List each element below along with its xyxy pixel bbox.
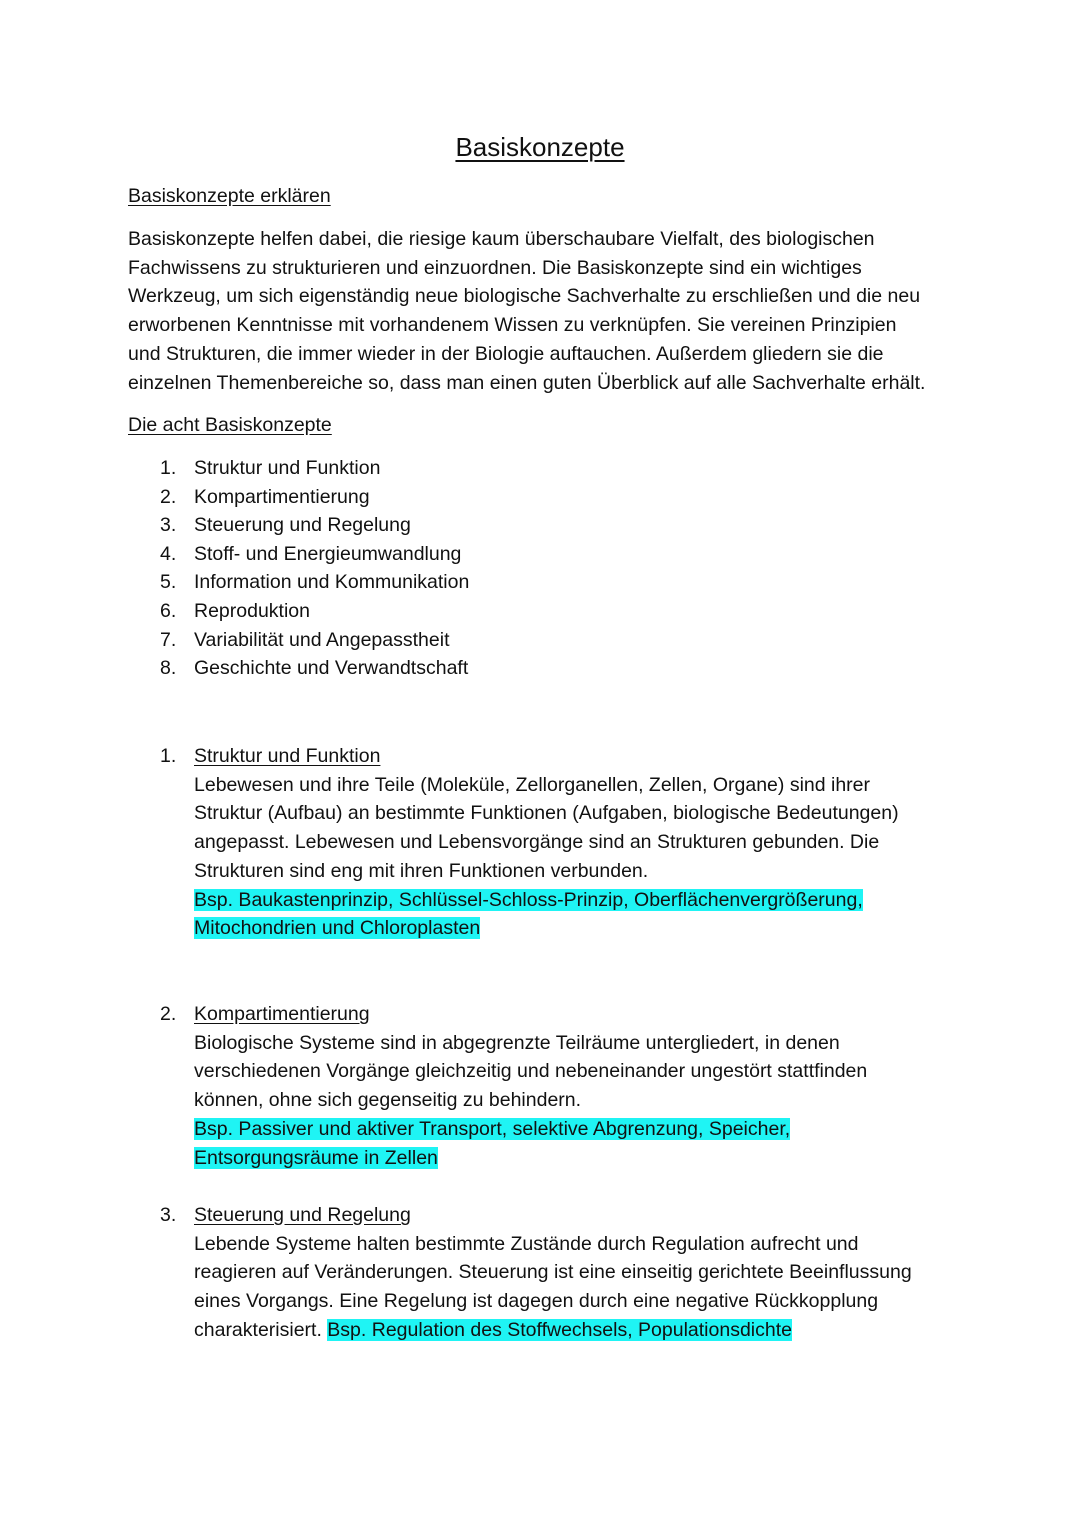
section-body — [194, 1029, 960, 1173]
page-title: Basiskonzepte — [455, 132, 625, 162]
list-item — [160, 654, 469, 683]
section-number: 2. — [160, 1003, 177, 1025]
list-number: 3. — [160, 514, 177, 537]
section-line: Lebende Systeme halten bestimmte Zustände durch Regulation aufrecht und — [194, 1232, 859, 1255]
section-body — [194, 771, 960, 943]
section-heading — [160, 742, 960, 771]
section-heading — [160, 1000, 960, 1029]
example-highlight: Mitochondrien und Chloroplasten — [194, 917, 481, 940]
list-number: 7. — [160, 628, 177, 651]
example-highlight: Entsorgungsräume in Zellen — [194, 1146, 438, 1169]
example-line — [194, 886, 960, 915]
section-title: Kompartimentierung — [194, 1003, 370, 1025]
section-title: Struktur und Funktion — [194, 745, 381, 767]
intro-line: einzelnen Themenbereiche so, dass man einen guten Überblick auf alle Sachverhalte erhält. — [128, 371, 926, 394]
list-item — [160, 626, 469, 655]
intro-heading: Basiskonzepte erklären — [128, 185, 331, 207]
intro-paragraph — [128, 225, 958, 397]
list-label: Geschichte und Verwandtschaft — [194, 657, 469, 680]
section-body — [194, 1230, 960, 1345]
section-kompartimentierung — [160, 1000, 960, 1172]
list-item — [160, 540, 469, 569]
list-item — [160, 597, 469, 626]
section-line: angepasst. Lebewesen und Lebensvorgänge sind an Strukturen gebunden. Die — [194, 831, 880, 854]
list-number: 2. — [160, 485, 177, 508]
section-number: 3. — [160, 1204, 177, 1226]
example-line — [194, 914, 960, 943]
section-heading — [160, 1201, 960, 1230]
section-steuerung-und-regelung — [160, 1201, 960, 1345]
list-label: Variabilität und Angepasstheit — [194, 628, 450, 651]
example-line — [194, 1115, 960, 1144]
list-number: 1. — [160, 457, 177, 479]
list-number: 4. — [160, 542, 177, 565]
section-line: verschiedenen Vorgänge gleichzeitig und nebeneinander ungestört stattfinden — [194, 1060, 868, 1083]
example-highlight: Bsp. Regulation des Stoffwechsels, Populationsdichte — [327, 1318, 792, 1341]
list-number: 5. — [160, 571, 177, 594]
section-line: können, ohne sich gegenseitig zu behindern. — [194, 1089, 582, 1112]
list-label: Stoff- und Energieumwandlung — [194, 542, 462, 565]
overview-heading: Die acht Basiskonzepte — [128, 414, 332, 436]
section-line: Biologische Systeme sind in abgegrenzte Teilräume untergliedert, in denen — [194, 1031, 840, 1054]
list-label: Kompartimentierung — [194, 485, 370, 508]
example-highlight: Bsp. Passiver und aktiver Transport, selektive Abgrenzung, Speicher, — [194, 1117, 791, 1140]
list-item — [160, 454, 469, 483]
list-label: Struktur und Funktion — [194, 457, 381, 479]
section-line: reagieren auf Veränderungen. Steuerung ist eine einseitig gerichtete Beeinflussung — [194, 1261, 912, 1284]
intro-line: Basiskonzepte helfen dabei, die riesige kaum überschaubare Vielfalt, des biologischen — [128, 228, 875, 250]
section-title: Steuerung und Regelung — [194, 1204, 411, 1226]
intro-line: Fachwissens zu strukturieren und einzuordnen. Die Basiskonzepte sind ein wichtiges — [128, 256, 862, 279]
section-number: 1. — [160, 745, 177, 767]
intro-line: Werkzeug, um sich eigenständig neue biologische Sachverhalte zu erschließen und die neu — [128, 285, 921, 308]
list-item — [160, 511, 469, 540]
section-line: Lebewesen und ihre Teile (Moleküle, Zellorganellen, Zellen, Organe) sind ihrer — [194, 773, 871, 796]
section-line-text: charakterisiert. — [194, 1318, 322, 1341]
intro-line: und Strukturen, die immer wieder in der Biologie auftauchen. Außerdem gliedern sie die — [128, 342, 884, 365]
section-line: eines Vorgangs. Eine Regelung ist dagegen durch eine negative Rückkopplung — [194, 1290, 879, 1313]
list-label: Information und Kommunikation — [194, 571, 470, 594]
list-item — [160, 483, 469, 512]
list-number: 8. — [160, 657, 177, 680]
example-highlight: Bsp. Baukastenprinzip, Schlüssel-Schloss-Prinzip, Oberflächenvergrößerung, — [194, 888, 863, 911]
list-number: 6. — [160, 599, 177, 622]
overview-list — [160, 454, 469, 683]
list-label: Reproduktion — [194, 599, 310, 622]
section-line — [194, 1316, 960, 1345]
list-label: Steuerung und Regelung — [194, 514, 411, 537]
section-line: Struktur (Aufbau) an bestimmte Funktionen (Aufgaben, biologische Bedeutungen) — [194, 802, 899, 825]
list-item — [160, 568, 469, 597]
section-line: Strukturen sind eng mit ihren Funktionen verbunden. — [194, 859, 649, 882]
intro-line: erworbenen Kenntnisse mit vorhandenem Wissen zu verknüpfen. Sie vereinen Prinzipien — [128, 314, 897, 337]
example-line — [194, 1144, 960, 1173]
section-struktur-und-funktion — [160, 742, 960, 943]
